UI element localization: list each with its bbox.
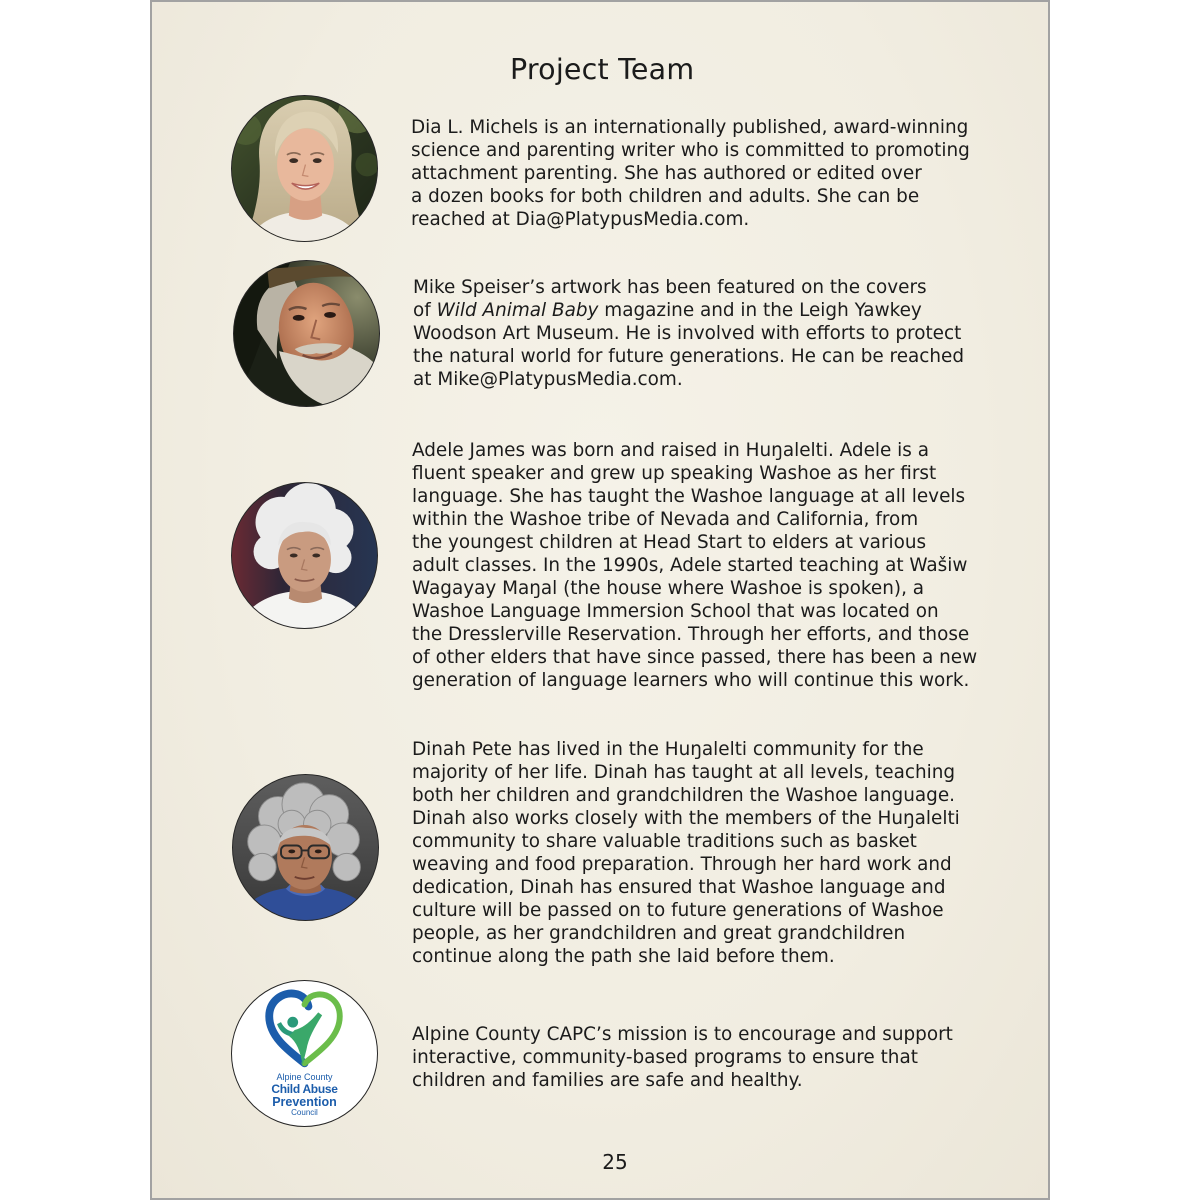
bio-line: Woodson Art Museum. He is involved with efforts to protect bbox=[413, 323, 962, 344]
bio-line: people, as her grandchildren and great grandchildren bbox=[412, 923, 906, 944]
bio-line: within the Washoe tribe of Nevada and California, from bbox=[412, 509, 919, 530]
bio-line: continue along the path she laid before them. bbox=[412, 946, 835, 967]
bio-line: fluent speaker and grew up speaking Washoe as her first bbox=[412, 463, 937, 484]
bio-line: language. She has taught the Washoe language at all levels bbox=[412, 486, 966, 507]
bio-line: weaving and food preparation. Through her hard work and bbox=[412, 854, 952, 875]
logo-text-alpine-county: Alpine County bbox=[276, 1072, 333, 1082]
bio-line: Adele James was born and raised in Huŋalelti. Adele is a bbox=[412, 440, 929, 461]
alpine-county-capc-logo bbox=[231, 980, 378, 1127]
bio-text-alpine-county-capc bbox=[412, 1023, 953, 1092]
bio-line: of other elders that have since passed, there has been a new bbox=[412, 647, 978, 668]
portrait-mike-speiser bbox=[233, 260, 380, 407]
bio-line-segment: magazine and in the Leigh Yawkey bbox=[598, 300, 922, 321]
page-number: 25 bbox=[602, 1150, 628, 1174]
bio-line: Mike Speiser’s artwork has been featured on the covers bbox=[413, 277, 927, 298]
logo-text-prevention: Prevention bbox=[272, 1095, 337, 1109]
bio-line: Alpine County CAPC’s mission is to encourage and support bbox=[412, 1024, 953, 1045]
logo-text-council: Council bbox=[291, 1108, 318, 1117]
bio-line: science and parenting writer who is committed to promoting bbox=[411, 140, 970, 161]
bio-line: Dia L. Michels is an internationally published, award-winning bbox=[411, 117, 969, 138]
bio-line: culture will be passed on to future generations of Washoe bbox=[412, 900, 944, 921]
bio-line: community to share valuable traditions such as basket bbox=[412, 831, 917, 852]
bio-text-dinah-pete bbox=[412, 738, 960, 968]
bio-line: Dinah also works closely with the members of the Huŋalelti bbox=[412, 808, 960, 829]
magazine-title: Wild Animal Baby bbox=[436, 300, 599, 321]
bio-line: at Mike@PlatypusMedia.com. bbox=[413, 369, 683, 390]
portrait-adele-james bbox=[231, 482, 378, 629]
bio-line: a dozen books for both children and adults. She can be bbox=[411, 186, 920, 207]
bio-line: both her children and grandchildren the Washoe language. bbox=[412, 785, 955, 806]
bio-text-adele-james bbox=[412, 439, 977, 692]
logo-text-child-abuse: Child Abuse bbox=[271, 1082, 338, 1096]
bio-line: the youngest children at Head Start to elders at various bbox=[412, 532, 927, 553]
bio-text-dia-michels bbox=[411, 116, 970, 231]
bio-line bbox=[413, 299, 964, 322]
bio-line: adult classes. In the 1990s, Adele started teaching at Wašiw bbox=[412, 555, 968, 576]
bio-line: children and families are safe and healthy. bbox=[412, 1070, 803, 1091]
bio-line: Washoe Language Immersion School that was located on bbox=[412, 601, 939, 622]
bio-line: majority of her life. Dinah has taught at all levels, teaching bbox=[412, 762, 956, 783]
bio-line-segment: of bbox=[413, 300, 437, 321]
bio-line: reached at Dia@PlatypusMedia.com. bbox=[411, 209, 750, 230]
bio-line: the Dresslerville Reservation. Through her efforts, and those bbox=[412, 624, 970, 645]
bio-line: dedication, Dinah has ensured that Washoe language and bbox=[412, 877, 946, 898]
bio-line: attachment parenting. She has authored or edited over bbox=[411, 163, 922, 184]
bio-text-mike-speiser bbox=[413, 276, 964, 391]
bio-line: Wagayay Maŋal (the house where Washoe is spoken), a bbox=[412, 578, 925, 599]
bio-line: interactive, community-based programs to ensure that bbox=[412, 1047, 918, 1068]
bio-line: Dinah Pete has lived in the Huŋalelti community for the bbox=[412, 739, 924, 760]
bio-line: generation of language learners who will continue this work. bbox=[412, 670, 970, 691]
portrait-dia-michels bbox=[231, 95, 378, 242]
book-page bbox=[150, 0, 1050, 1200]
bio-line: the natural world for future generations. He can be reached bbox=[413, 346, 965, 367]
page-title: Project Team bbox=[510, 53, 695, 86]
portrait-dinah-pete bbox=[232, 774, 379, 921]
